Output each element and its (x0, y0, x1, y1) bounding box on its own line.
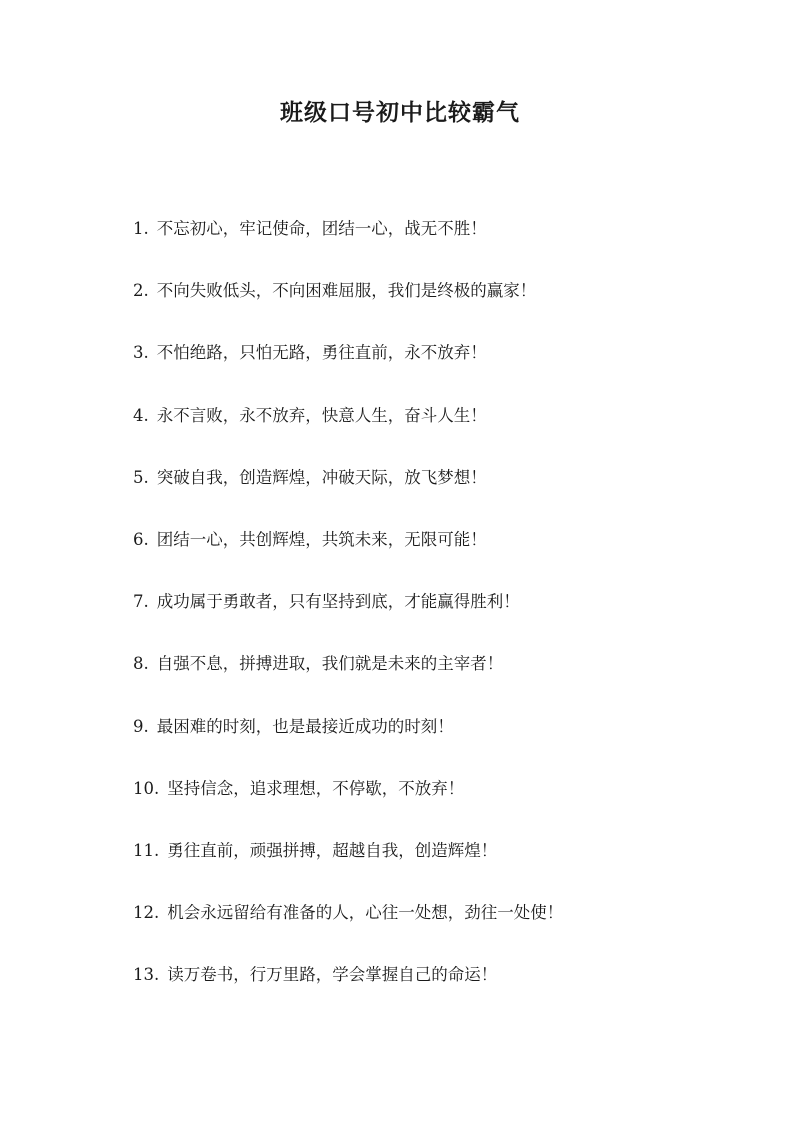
list-item-text: 不忘初心，牢记使命，团结一心，战无不胜！ (156, 219, 487, 238)
list-item-text: 读万卷书，行万里路，学会掌握自己的命运！ (167, 965, 498, 985)
list-item-text: 机会永远留给有准备的人，心往一处想，劲往一处使！ (167, 903, 564, 923)
list-item-number: 9. (133, 716, 149, 736)
list-item-number: 10. (133, 778, 160, 798)
list-item (133, 274, 753, 336)
list-item-number: 13. (133, 965, 160, 985)
document-title: 班级口号初中比较霸气 (280, 99, 520, 126)
list-item-number: 2. (133, 281, 149, 301)
list-item-text: 坚持信念，追求理想，不停歇，不放弃！ (167, 778, 465, 798)
list-item-number: 6. (133, 529, 149, 549)
list-item-text: 永不言败，永不放弃，快意人生，奋斗人生！ (156, 405, 487, 425)
list-item-text: 自强不息，拼搏进取，我们就是未来的主宰者！ (156, 654, 504, 674)
list-item-number: 12. (133, 903, 160, 923)
list-item (133, 647, 753, 709)
list-item-text: 勇往直前，顽强拼搏，超越自我，创造辉煌！ (167, 840, 498, 860)
list-item (133, 896, 753, 958)
list-item-text: 最困难的时刻，也是最接近成功的时刻！ (156, 716, 454, 736)
list-item (133, 399, 753, 461)
list-item-text: 成功属于勇敢者，只有坚持到底，才能赢得胜利！ (156, 592, 520, 612)
list-item-number: 8. (133, 654, 149, 674)
list-item-number: 11. (133, 840, 160, 860)
list-item-text: 不怕绝路，只怕无路，勇往直前，永不放弃！ (156, 343, 487, 363)
list-item-number: 3. (133, 343, 149, 363)
list-item-number: 7. (133, 592, 149, 612)
list-item (133, 212, 753, 274)
list-item (133, 336, 753, 398)
list-item (133, 710, 753, 772)
list-item-text: 团结一心，共创辉煌，共筑未来，无限可能！ (156, 529, 487, 549)
list-item (133, 585, 753, 647)
list-item (133, 772, 753, 834)
list-item (133, 523, 753, 585)
list-item-number: 5. (133, 467, 149, 487)
list-item (133, 461, 753, 523)
list-item-text: 不向失败低头，不向困难屈服，我们是终极的赢家！ (156, 281, 537, 301)
list-item-number: 4. (133, 405, 149, 425)
list-item-text: 突破自我，创造辉煌，冲破天际，放飞梦想！ (156, 467, 487, 487)
slogan-list (133, 212, 753, 1020)
list-item (133, 958, 753, 1020)
list-item-number: 1. (133, 219, 149, 238)
list-item (133, 834, 753, 896)
